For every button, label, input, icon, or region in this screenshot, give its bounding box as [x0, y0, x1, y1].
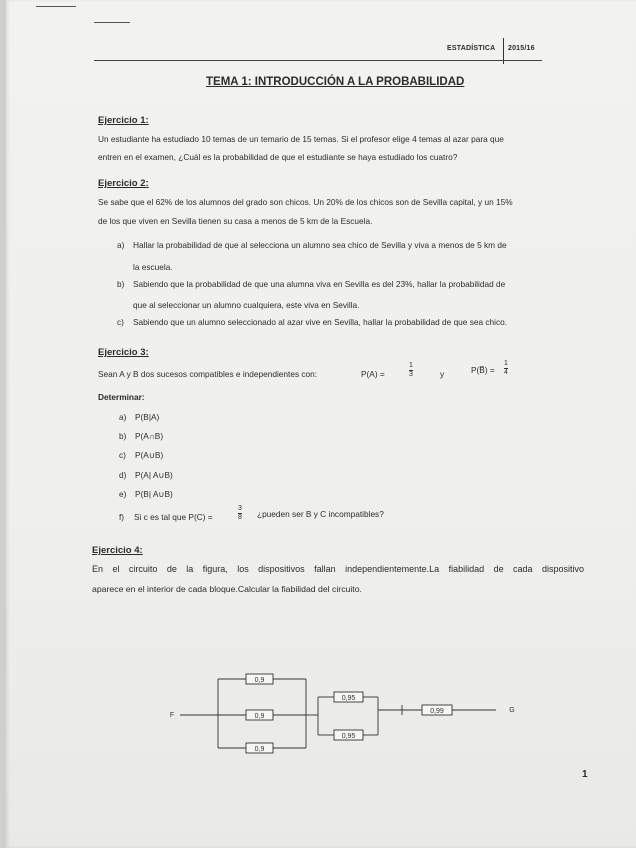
ex3-item-b: [119, 431, 163, 441]
fraction-numerator: 3: [238, 505, 242, 512]
ex2-line: Se sabe que el 62% de los alumnos del grado son chicos. Un 20% de los chicos son de Sevilla capital, y un 15%: [98, 197, 513, 207]
item-text: Sabiendo que la probabilidad de que una alumna viva en Sevilla es del 23%, hallar la probabilidad de: [133, 279, 506, 289]
ex2-item-b: [117, 279, 505, 289]
ex3-item-a: [119, 412, 159, 422]
ex2-line: de los que viven en Sevilla tienen su casa a menos de 5 km de la Escuela.: [98, 216, 373, 226]
ex3-pb-fraction: [504, 360, 508, 377]
page-title: TEMA 1: INTRODUCCIÓN A LA PROBABILIDAD: [206, 76, 465, 88]
ex1-heading: Ejercicio 1:: [98, 115, 149, 126]
circuit-blocks: [246, 674, 452, 753]
ex3-pc-fraction: [238, 505, 242, 522]
item-label: b): [117, 279, 125, 289]
ex3-pa-fraction: [409, 362, 413, 379]
ex2-item-c: [117, 317, 507, 327]
ex1-line: entren en el examen, ¿Cuál es la probabilidad de que el estudiante se haya estudiado los cuatro?: [98, 152, 458, 162]
item-text: Sabiendo que un alumno seleccionado al azar vive en Sevilla, hallar la probabilidad de que sea chico.: [133, 317, 508, 327]
fraction-denominator: 3: [409, 371, 413, 378]
corner-mark: [36, 6, 76, 7]
ex3-heading: Ejercicio 3:: [98, 347, 149, 358]
page-number: 1: [582, 769, 588, 780]
item-text: P(A∩B): [135, 431, 164, 441]
item-label: b): [119, 431, 127, 441]
block-value: 0,99: [430, 708, 444, 715]
ex2-item-b-cont: que al seleccionar un alumno cualquiera, este viva en Sevilla.: [133, 300, 360, 310]
header-year: 2015/16: [508, 45, 535, 52]
fraction-numerator: 1: [504, 360, 508, 367]
ex3-determinar: Determinar:: [98, 392, 145, 402]
item-label: e): [119, 489, 127, 499]
item-text: P(A| A∪B): [135, 470, 173, 480]
item-label: f): [119, 512, 125, 522]
item-text: P(B| A∪B): [135, 489, 173, 499]
item-label: a): [117, 240, 125, 250]
block-value: 0,95: [341, 695, 356, 702]
ex1-line: Un estudiante ha estudiado 10 temas de un temario de 15 temas. Si el profesor elige 4 temas al azar para que: [98, 134, 504, 144]
header-rule: [94, 60, 542, 61]
ex3-item-f-question: ¿pueden ser B y C incompatibles?: [257, 509, 384, 519]
block-value: 0,9: [254, 713, 265, 720]
circuit-input-label: F: [169, 712, 175, 719]
fraction-denominator: 4: [504, 369, 508, 376]
fraction-denominator: 8: [238, 514, 242, 521]
ex2-item-a: [117, 240, 507, 250]
ex3-intro: Sean A y B dos sucesos compatibles e independientes con:: [98, 369, 318, 379]
block-value: 0,9: [254, 677, 265, 684]
block-value: 0,9: [254, 746, 265, 753]
fraction-numerator: 1: [409, 362, 413, 369]
ex2-item-a-cont: la escuela.: [133, 262, 173, 272]
header-subject: ESTADÍSTICA: [447, 45, 496, 52]
ex3-pbbar: P(B̅) =: [471, 365, 495, 375]
item-label: d): [119, 470, 127, 480]
ex4-line: aparece en el interior de cada bloque.Calcular la fiabilidad del circuito.: [92, 584, 362, 594]
ex3-item-c: [119, 450, 163, 460]
ex2-heading: Ejercicio 2:: [98, 178, 149, 189]
item-label: c): [117, 317, 124, 327]
item-text: Hallar la probabilidad de que al selecciona un alumno sea chico de Sevilla y viva a menos de 5 km de: [133, 240, 507, 250]
corner-mark: [94, 22, 130, 23]
ex3-conj: y: [440, 369, 445, 379]
document-page: [6, 0, 636, 848]
circuit-diagram: [156, 665, 536, 765]
ex4-line: En el circuito de la figura, los dispositivos fallan independientemente.La fiabilidad de cada dispositivo: [92, 564, 584, 574]
item-text: P(B|A): [135, 412, 160, 422]
ex3-item-d: [119, 470, 173, 480]
item-label: a): [119, 412, 127, 422]
item-text: P(A∪B): [135, 450, 164, 460]
ex4-heading: Ejercicio 4:: [92, 545, 143, 556]
item-label: c): [119, 450, 126, 460]
circuit-output-label: G: [509, 707, 515, 714]
ex3-item-f: [119, 512, 213, 522]
item-text: Si c es tal que P(C) =: [134, 512, 213, 522]
block-value: 0,95: [341, 733, 356, 740]
ex3-item-e: [119, 489, 173, 499]
ex3-pa: P(A) =: [361, 369, 385, 379]
